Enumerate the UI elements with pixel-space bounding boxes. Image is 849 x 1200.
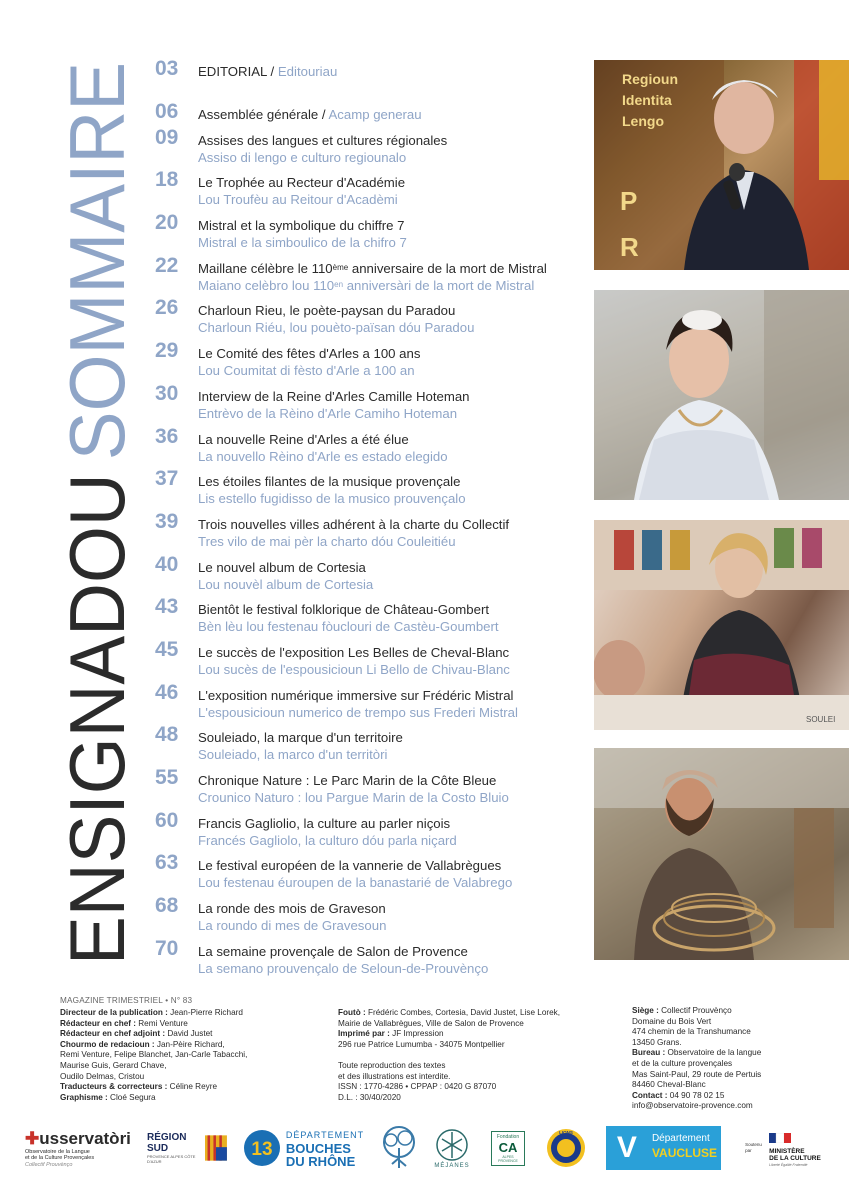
toc-title-oc-inline: Editouriau: [277, 64, 338, 79]
contact-line: Domaine du Bois Vert: [632, 1016, 712, 1026]
toc-title-oc-sup: en: [334, 279, 344, 289]
toc-page-number: 63: [155, 851, 179, 875]
toc-page-number: 60: [155, 808, 179, 832]
vaucluse-line: Département: [651, 1133, 710, 1144]
toc-page-number: 22: [155, 253, 179, 277]
print-line: et des illustrations est interdite.: [338, 1071, 451, 1081]
toc-title-oc: Bèn lèu lou festenau fòuclouri de Castèu-Goumbert: [198, 619, 499, 635]
region-sud-logo: [147, 1122, 227, 1174]
contact-line: [632, 1091, 822, 1102]
toc-title-oc-part: Maiano celèbro lou 110: [198, 277, 335, 293]
contact-line: 13450 Grans.: [632, 1037, 682, 1047]
credit-value: David Justet: [165, 1029, 213, 1039]
sponsor-logos: [25, 1122, 825, 1182]
toc-text: [198, 682, 590, 721]
credit-value: Céline Reyre: [167, 1082, 217, 1092]
toc-page-number: 26: [155, 296, 179, 320]
vaucluse-line: VAUCLUSE: [651, 1146, 718, 1160]
toc-text: [198, 938, 590, 977]
toc-page-number: 20: [155, 211, 179, 235]
toc-entry[interactable]: [155, 58, 590, 101]
toc-text: [198, 255, 590, 294]
credit-value: Cloé Segura: [107, 1092, 156, 1102]
credit-line: [60, 1019, 320, 1030]
toc-page-number: 68: [155, 894, 179, 918]
toc-entry[interactable]: [155, 383, 590, 426]
toc-title-fr: Assises des langues et cultures régionales: [198, 132, 448, 148]
credit-line: [60, 1082, 320, 1093]
toc-title-fr: [198, 260, 590, 277]
print-line: ISSN : 1770-4286 • CPPAP : 0420 G 87070: [338, 1082, 497, 1092]
contact-line: et de la culture provençales: [632, 1058, 733, 1068]
toc-text: [198, 895, 590, 934]
contact-value: Observatoire de la langue: [665, 1048, 762, 1058]
toc-title-fr-part: anniversaire de la mort de Mistral: [348, 260, 547, 276]
contact-line: 84460 Cheval-Blanc: [632, 1080, 706, 1090]
credit-line: [60, 1093, 320, 1104]
toc-page-number: 48: [155, 723, 179, 747]
toc-title-fr: Bientôt le festival folklorique de Château-Gombert: [198, 602, 490, 618]
toc-title-oc: Souleiado, la marco d'un territòri: [198, 747, 388, 763]
toc-entry[interactable]: [155, 511, 590, 554]
toc-page-number: 09: [155, 125, 179, 149]
mejanes-logo: [429, 1122, 475, 1174]
toc-title-oc: L'espousicioun numerico de trempo sus Frederi Mistral: [198, 704, 518, 720]
bdr-13-icon: [242, 1129, 282, 1167]
toc-entry[interactable]: [155, 639, 590, 682]
occitan-cross-icon: ✚: [25, 1128, 40, 1148]
fondation-line: Fondation: [496, 1133, 520, 1140]
bdr-line: DÉPARTEMENT: [285, 1129, 365, 1140]
photo1-letter: P: [620, 186, 638, 216]
print-line: Mairie de Vallabrègues, Ville de Salon de Provence: [338, 1018, 524, 1028]
toc-entry[interactable]: [155, 554, 590, 597]
observatori-name-text: usservatòri: [39, 1128, 131, 1148]
toc-entry[interactable]: [155, 938, 590, 981]
bdr-text: [286, 1129, 364, 1168]
contact-value: 04 90 78 02 15: [667, 1090, 725, 1100]
toc-page-number: 46: [155, 680, 179, 704]
ministere-line: DE LA CULTURE: [769, 1155, 821, 1162]
toc-entry[interactable]: [155, 340, 590, 383]
toc-entry[interactable]: [155, 895, 590, 938]
toc-title-fr-text: EDITORIAL /: [198, 64, 275, 79]
toc-text: [198, 212, 590, 251]
observatori-line: et de la Culture Provençales: [25, 1155, 95, 1161]
credit-line: Remi Venture, Felipe Blanchet, Jan-Carle Tabacchi,: [60, 1050, 248, 1060]
toc-title-fr-part: Maillane célèbre le 110: [198, 260, 333, 276]
photo1-letter: R: [620, 232, 639, 262]
title-ensignadou: ENSIGNADOU: [53, 440, 140, 965]
toc-entry[interactable]: [155, 810, 590, 853]
print-label: Imprimé par :: [338, 1029, 390, 1039]
toc-title-fr: Le nouvel album de Cortesia: [198, 559, 366, 575]
credit-line: [60, 1008, 320, 1019]
credit-line: Maurise Guis, Gerard Chave,: [60, 1060, 167, 1070]
toc-title-oc: La roundo di mes de Gravesoun: [198, 918, 387, 934]
photo-weaver-illustration: [594, 748, 849, 960]
toc-page-number: 06: [155, 99, 179, 123]
toc-title-oc: [198, 277, 590, 294]
credit-value: Jean-Pierre Richard: [167, 1008, 243, 1017]
toc-page-number: 45: [155, 637, 179, 661]
toc-title-oc: La semano prouvençalo de Seloun-de-Prouvènço: [198, 960, 489, 976]
toc-text: [198, 383, 590, 422]
toc-text: [198, 101, 590, 123]
print-value: JF Impression: [389, 1029, 444, 1039]
print-line: [338, 1008, 618, 1019]
ministere-line: MINISTÈRE: [769, 1147, 805, 1155]
toc-title-oc: Lou sucès de l'espousicioun Li Bello de Chivau-Blanc: [198, 661, 510, 677]
toc-text: [198, 554, 590, 593]
photo-speaker-microphone: [594, 60, 849, 270]
contact-label: Contact :: [632, 1090, 668, 1100]
toc-text: [198, 426, 590, 465]
toc-entry[interactable]: [155, 468, 590, 511]
ministere-block: [769, 1130, 821, 1167]
tree-logo: [377, 1122, 423, 1174]
toc-text: [198, 767, 590, 806]
toc-title-oc: Assiso di lengo e culturo regiounalo: [198, 149, 407, 165]
fondation-ca-logo: [485, 1122, 531, 1174]
mejanes-icon: [434, 1127, 470, 1163]
print-line: Toute reproduction des textes: [338, 1060, 446, 1070]
bdr-number: 13: [251, 1139, 273, 1160]
bdr-line: DU RHÔNE: [285, 1153, 356, 1169]
mejanes-text: MÉJANES: [434, 1163, 470, 1169]
bouches-du-rhone-logo: [233, 1122, 373, 1174]
toc-text: [198, 127, 590, 166]
toc-entry[interactable]: [155, 724, 590, 767]
toc-title-fr: Souleiado, la marque d'un territoire: [198, 730, 403, 746]
observatori-line: Observatoire de la Langue: [25, 1148, 90, 1155]
contact-line: 474 chemin de la Transhumance: [632, 1027, 751, 1037]
masthead-credits: [60, 1008, 320, 1103]
toc-page-number: 29: [155, 339, 179, 363]
photo-queen-illustration: [594, 290, 849, 500]
toc-title-fr-text: Assemblée générale /: [198, 106, 326, 122]
toc-title-fr: Interview de la Reine d'Arles Camille Hoteman: [198, 388, 470, 404]
photo-queen-of-arles: [594, 290, 849, 500]
vertical-title-svg: [40, 60, 140, 965]
toc-title-fr: Le Comité des fêtes d'Arles a 100 ans: [198, 346, 421, 362]
table-of-contents: [155, 58, 590, 980]
credit-line: Oudilo Delmas, Cristou: [60, 1071, 145, 1081]
toc-title-fr: [198, 106, 590, 123]
toc-title-fr: Le Trophée au Recteur d'Académie: [198, 175, 406, 191]
toc-text: [198, 511, 590, 550]
toc-title-fr: L'exposition numérique immersive sur Frédéric Mistral: [198, 687, 514, 703]
toc-page-number: 18: [155, 168, 179, 192]
spacer: [338, 1050, 618, 1061]
toc-title-oc: Lou Troufèu au Reitour d'Acadèmi: [198, 192, 398, 208]
toc-title-oc: Lou Coumitat di fèsto d'Arle a 100 an: [198, 363, 415, 379]
toc-entry[interactable]: [155, 255, 590, 298]
fondation-ca: CA: [498, 1139, 518, 1155]
vertical-title-text: [53, 62, 140, 965]
lions-text: LIONS: [559, 1130, 573, 1135]
toc-text: [198, 169, 590, 208]
vertical-title: [40, 60, 140, 965]
fondation-box: [491, 1131, 525, 1166]
toc-entry[interactable]: [155, 426, 590, 469]
magazine-label: MAGAZINE TRIMESTRIEL • N° 83: [60, 996, 193, 1005]
toc-title-fr: La nouvelle Reine d'Arles a été élue: [198, 431, 409, 447]
observatori-logo-name: [25, 1129, 145, 1149]
toc-text: [198, 852, 590, 891]
contact-value: Collectif Prouvènço: [658, 1006, 732, 1015]
print-line: [338, 1029, 618, 1040]
photo3-sign: SOULEI: [806, 715, 836, 724]
toc-text: [198, 297, 590, 336]
credit-line: [60, 1029, 320, 1040]
credit-label: Traducteurs & correcteurs :: [60, 1082, 168, 1092]
photo-basket-weaver: [594, 748, 849, 960]
toc-page-number: 36: [155, 424, 179, 448]
toc-title-fr: [198, 63, 590, 80]
contact-email[interactable]: info@observatoire-provence.com: [632, 1101, 753, 1111]
toc-title-oc: Crounico Naturo : lou Pargue Marin de la Costo Bluio: [198, 790, 509, 805]
region-line: SUD: [147, 1143, 169, 1154]
toc-title-oc: Charloun Riéu, lou pouèto-païsan dóu Paradou: [198, 320, 475, 336]
toc-title-oc: Mistral e la simboulico de la chifro 7: [198, 235, 407, 251]
toc-text: [198, 58, 590, 80]
credit-value: Jan-Pèire Richard,: [154, 1039, 225, 1049]
toc-title-fr: Le succès de l'exposition Les Belles de Cheval-Blanc: [198, 644, 510, 660]
print-line: 296 rue Patrice Lumumba - 34075 Montpellier: [338, 1039, 505, 1049]
toc-text: [198, 810, 590, 849]
toc-title-oc: Francés Gagliolo, la culturo dóu parla niçard: [198, 832, 457, 848]
vaucluse-text: [648, 1126, 721, 1170]
masthead-contact: [632, 1006, 822, 1112]
credit-label: Directeur de la publication :: [60, 1008, 168, 1017]
toc-title-fr: Mistral et la symbolique du chiffre 7: [198, 218, 405, 234]
contact-line: Mas Saint-Paul, 29 route de Pertuis: [632, 1069, 762, 1079]
toc-entry[interactable]: [155, 127, 590, 170]
print-label: Foutò :: [338, 1008, 366, 1017]
toc-entry[interactable]: [155, 682, 590, 725]
toc-title-fr: Le festival européen de la vannerie de Vallabrègues: [198, 858, 502, 874]
photo1-sign-line: Regioun: [622, 71, 678, 87]
region-line: RÉGION: [147, 1132, 187, 1143]
toc-entry[interactable]: [155, 212, 590, 255]
contact-label: Siège :: [632, 1006, 659, 1015]
vaucluse-v-icon: V: [606, 1126, 648, 1170]
toc-text: [198, 340, 590, 379]
toc-title-oc: La nouvello Rèino d'Arle es estado elegido: [198, 448, 448, 464]
toc-page-number: 39: [155, 509, 179, 533]
credit-value: Remi Venture: [135, 1018, 188, 1028]
tree-icon: [377, 1124, 421, 1172]
ministere-soutenu: Soutenu par: [745, 1142, 762, 1153]
credit-label: Rédacteur en chef adjoint :: [60, 1029, 166, 1039]
toc-page-number: 55: [155, 766, 179, 789]
toc-title-oc: Lis estello fugidisso de la musico prouvençalo: [198, 491, 466, 507]
toc-text: [198, 639, 590, 678]
photo1-sign-line: Lengo: [622, 113, 664, 129]
ministere-motto: Liberté Égalité Fraternité: [769, 1162, 808, 1167]
toc-text: [198, 724, 590, 763]
toc-title-oc: Tres vilo de mai pèr la charto dóu Couleitiéu: [198, 533, 456, 549]
toc-entry[interactable]: [155, 101, 590, 127]
toc-title-fr: Trois nouvelles villes adhérent à la charte du Collectif: [198, 516, 510, 532]
photo-speaker-illustration: [594, 60, 849, 270]
region-flag-icon: [205, 1133, 227, 1163]
photo-atelier-illustration: [594, 520, 849, 730]
toc-entry[interactable]: [155, 767, 590, 810]
contact-line: [632, 1048, 822, 1059]
print-value: Frédéric Combes, Cortesia, David Justet, Lise Lorek,: [365, 1008, 561, 1017]
toc-page-number: 37: [155, 467, 179, 491]
toc-title-oc: Entrèvo de la Rèino d'Arle Camiho Hoteman: [198, 405, 458, 421]
lions-club-logo: [543, 1122, 589, 1174]
toc-entry[interactable]: [155, 169, 590, 212]
observatori-line: Collectif Prouvènço: [25, 1161, 73, 1168]
region-sud-text: [147, 1132, 201, 1164]
toc-text: [198, 596, 590, 635]
toc-entry[interactable]: [155, 596, 590, 639]
toc-title-fr: Les étoiles filantes de la musique provençale: [198, 474, 461, 490]
toc-title-oc: Lou festenau éuroupen de la banastarié de Valabrego: [198, 875, 513, 891]
toc-title-oc: Lou nouvèl album de Cortesia: [198, 576, 374, 592]
toc-title-fr: Francis Gagliolio, la culture au parler niçois: [198, 815, 451, 831]
toc-entry[interactable]: [155, 297, 590, 340]
toc-title-fr-sup: ème: [332, 262, 349, 272]
title-sommaire: SOMMAIRE: [53, 60, 140, 461]
toc-title-fr: Charloun Rieu, le poète-paysan du Paradou: [198, 303, 456, 319]
toc-title-fr: Chronique Nature : Le Parc Marin de la Côte Bleue: [198, 773, 497, 788]
credit-label: Rédacteur en chef :: [60, 1018, 136, 1028]
photo1-sign-line: Identita: [622, 92, 672, 108]
toc-page-number: 70: [155, 936, 179, 960]
ministere-text: [769, 1148, 821, 1167]
photo-souleiado-atelier: [594, 520, 849, 730]
toc-page-number: 30: [155, 381, 179, 405]
credit-label: Chourmo de redacioun :: [60, 1039, 155, 1049]
region-small: PROVENCE ALPES CÔTE D'AZUR: [147, 1154, 196, 1164]
lions-icon: [545, 1127, 587, 1169]
contact-line: [632, 1006, 822, 1017]
toc-entry[interactable]: [155, 852, 590, 895]
toc-title-oc-inline: Acamp generau: [328, 106, 422, 122]
toc-title-fr: La ronde des mois de Graveson: [198, 901, 386, 917]
observatori-logo: [25, 1122, 145, 1174]
contact-label: Bureau :: [632, 1048, 666, 1058]
toc-title-oc-part: anniversàri de la mort de Mistral: [343, 277, 535, 293]
toc-title-fr: La semaine provençale de Salon de Provence: [198, 943, 468, 959]
credit-line: [60, 1040, 320, 1051]
toc-text: [198, 468, 590, 507]
toc-page-number: 40: [155, 552, 179, 576]
vaucluse-logo: [601, 1122, 726, 1174]
credit-label: Graphisme :: [60, 1092, 108, 1102]
bdr-line: BOUCHES: [285, 1140, 351, 1156]
ministere-culture-logo: [733, 1122, 833, 1174]
toc-page-number: 43: [155, 595, 179, 619]
marianne-flag-icon: [769, 1133, 791, 1143]
fondation-line: ALPES PROVENCE: [498, 1154, 518, 1163]
masthead-print-info: [338, 1008, 618, 1103]
print-line: D.L. : 30/40/2020: [338, 1092, 401, 1102]
toc-page-number: 03: [155, 57, 179, 80]
